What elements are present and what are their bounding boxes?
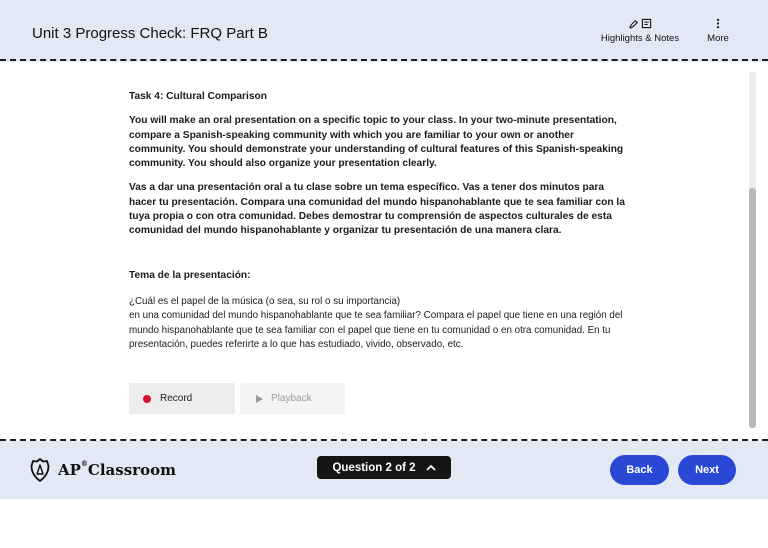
playback-button[interactable]: [240, 383, 345, 414]
notes-icon: [641, 18, 652, 29]
chevron-up-icon: [426, 464, 436, 471]
question-content: [129, 90, 629, 352]
highlights-notes-button[interactable]: [598, 17, 682, 44]
prompt-english: You will make an oral presentation on a specific topic to your class. In your two-minute presentation, compare a Spanish-speaking community with which you are familiar to your own or another community. You should demonstrate your understanding of cultural features of this Spanish-speaking community. You should also organize your presentation clearly.: [129, 115, 624, 170]
theme-question-line-2: en una comunidad del mundo hispanohablante que te sea familiar? Compara el papel que tiene en una región del mundo hispanohablante que te sea familiar con el papel que tiene en tu comunidad o en otra comunidad. En tu presentación, puedes referirte a lo que has estudiado, vivido, observado, etc.: [129, 310, 623, 350]
ap-classroom-logo: [30, 458, 176, 482]
logo-registered: ®: [80, 459, 88, 468]
record-label: Record: [160, 393, 193, 404]
scrollbar-thumb[interactable]: [749, 188, 756, 428]
task-heading: Task 4: Cultural Comparison: [129, 91, 267, 102]
question-nav-label: Question 2 of 2: [332, 461, 416, 474]
page-title: Unit 3 Progress Check: FRQ Part B: [32, 25, 268, 42]
question-navigator[interactable]: [317, 456, 451, 479]
ap-shield-icon: [30, 458, 50, 482]
theme-question: [129, 295, 629, 352]
playback-label: Playback: [271, 393, 312, 404]
record-dot-icon: [143, 395, 151, 403]
logo-ap: AP: [58, 461, 81, 479]
theme-question-line-1: ¿Cuál es el papel de la música (o sea, su rol o su importancia): [129, 295, 401, 307]
top-bar: [0, 0, 768, 62]
theme-heading: Tema de la presentación:: [129, 269, 251, 281]
logo-classroom: Classroom: [87, 461, 176, 479]
play-icon: [256, 395, 263, 403]
highlights-notes-label: Highlights & Notes: [600, 33, 680, 44]
back-button[interactable]: Back: [610, 455, 669, 485]
more-button[interactable]: [700, 17, 736, 44]
more-vertical-icon: [716, 18, 720, 29]
record-button[interactable]: [129, 383, 235, 414]
prompt-spanish: Vas a dar una presentación oral a tu clase sobre un tema específico. Vas a tener dos minutos para hacer tu presentación. Compara una comunidad del mundo hispanohablante que te sea familiar con la tuya propia o con otra comunidad. Debes demostrar tu comprensión de aspectos culturales de esta comunidad del mundo hispanohablante y organizar tu presentación de una manera clara.: [129, 182, 625, 237]
more-label: More: [707, 33, 729, 44]
highlighter-icon: [628, 18, 639, 29]
next-button[interactable]: Next: [678, 455, 736, 485]
header-divider: [0, 59, 768, 61]
